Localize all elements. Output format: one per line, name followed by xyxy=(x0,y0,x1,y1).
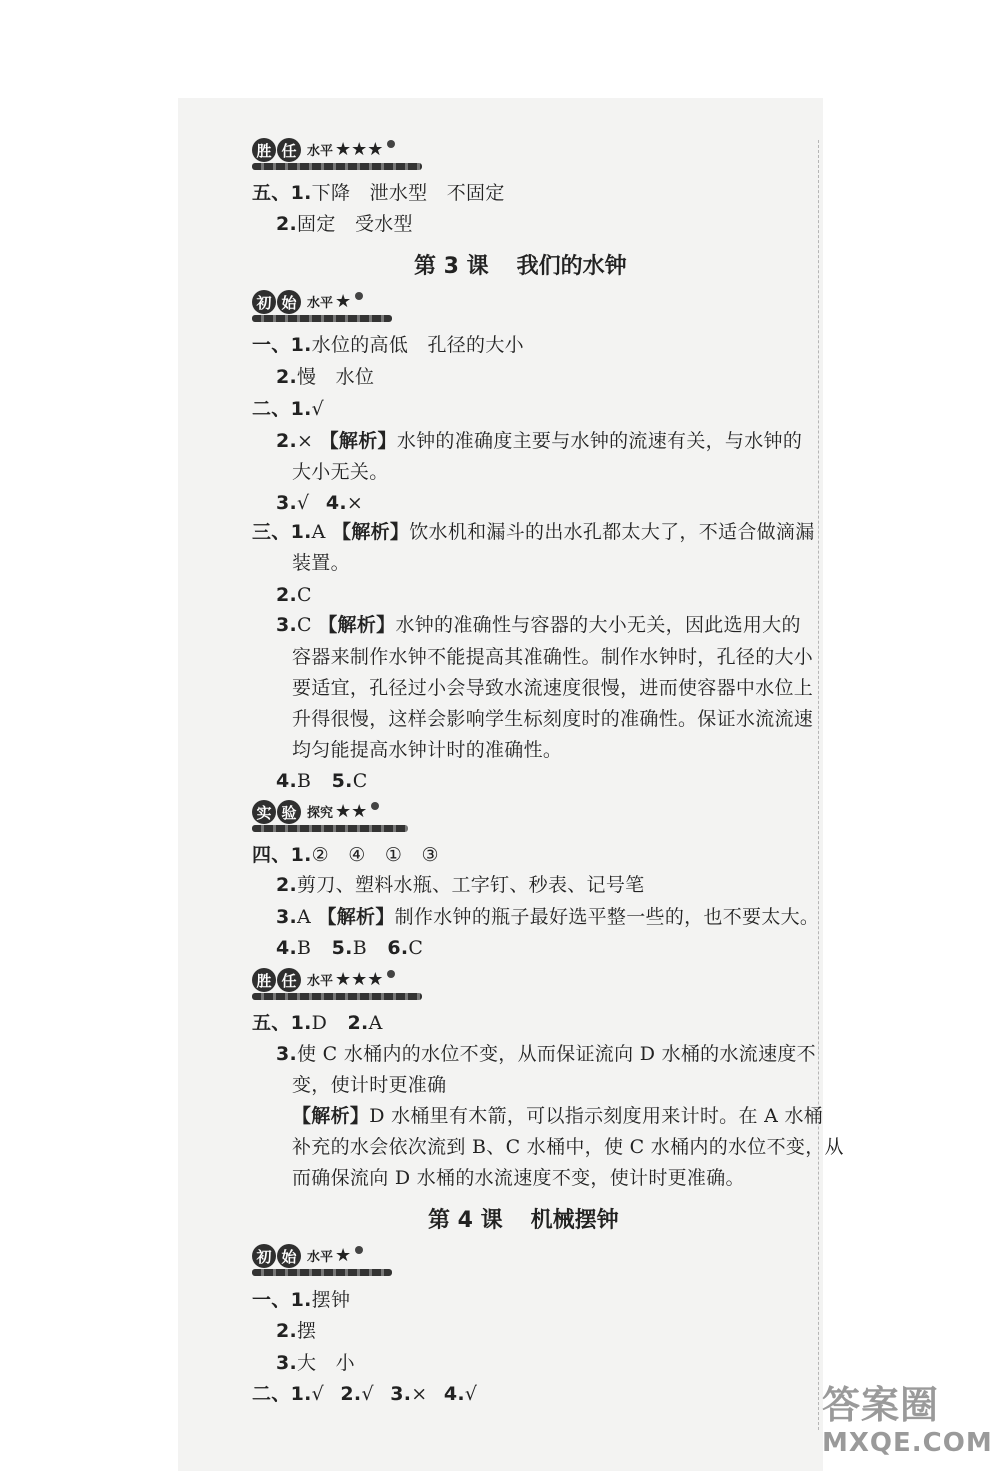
answer-text: × xyxy=(411,1383,428,1405)
answer-text: 使 C 水桶内的水位不变，从而保证流向 D 水桶的水流速度不 xyxy=(297,1043,816,1065)
question-number: 四、1. xyxy=(252,844,312,866)
answer-text: B xyxy=(297,937,312,959)
lesson-number: 第 3 课 xyxy=(414,254,489,279)
question-number: 二、1. xyxy=(252,398,312,420)
question-number: 5. xyxy=(331,770,353,792)
question-number: 4. xyxy=(325,492,347,514)
answer-text: 摆钟 xyxy=(311,1289,351,1311)
banner-level-label: 水平 xyxy=(307,295,334,311)
analysis-text: 均匀能提高水钟计时的准确性。 xyxy=(292,739,563,761)
answer-text: 变，使计时更准确 xyxy=(292,1074,447,1096)
analysis-text: 而确保流向 D 水桶的水流速度不变，使计时更准确。 xyxy=(292,1167,745,1189)
answer-line xyxy=(252,1381,477,1407)
banner-badge-char: 胜 xyxy=(252,138,276,162)
answer-text: ② ④ ① ③ xyxy=(311,844,439,866)
answer-text: × xyxy=(297,430,314,452)
answer-line xyxy=(276,211,413,237)
banner-badge-char: 任 xyxy=(277,138,301,162)
answer-line xyxy=(292,675,813,701)
analysis-text: 补充的水会依次流到 B、C 水桶中，使 C 水桶内的水位不变，从 xyxy=(292,1136,844,1158)
lesson-heading xyxy=(414,252,627,282)
answer-text: C xyxy=(408,937,424,959)
question-number: 2. xyxy=(340,1383,362,1405)
margin-dashed-rule xyxy=(818,140,819,1430)
banner-dot-decoration xyxy=(355,292,363,300)
question-number: 一、1. xyxy=(252,1289,312,1311)
banner-level-label: 水平 xyxy=(307,143,334,159)
analysis-text: 升得很慢，这样会影响学生标刻度时的准确性。保证水流流速 xyxy=(292,708,814,730)
level-banner-experiment xyxy=(252,800,379,832)
banner-dot-decoration xyxy=(387,970,395,978)
answer-text: × xyxy=(346,492,364,514)
answer-text: √ xyxy=(297,492,310,514)
watermark-url: MXQE.COM xyxy=(822,1428,993,1458)
answer-line xyxy=(252,519,815,545)
answer-text: B xyxy=(352,937,367,959)
banner-wave-decoration xyxy=(252,993,422,1000)
answer-text: 摆 xyxy=(297,1320,317,1342)
question-number: 二、1. xyxy=(252,1383,312,1405)
answer-line xyxy=(276,490,363,516)
banner-level-label: 水平 xyxy=(307,973,334,989)
answer-text: D xyxy=(311,1012,328,1034)
banner-dot-decoration xyxy=(387,140,395,148)
question-number: 3. xyxy=(276,906,298,928)
banner-stars: ★★★ xyxy=(335,968,384,990)
answer-line xyxy=(276,428,802,454)
banner-dot-decoration xyxy=(355,1246,363,1254)
banner-wave-decoration xyxy=(252,315,392,322)
answer-line xyxy=(292,1134,844,1160)
answer-line xyxy=(292,550,350,576)
banner-badge-char: 初 xyxy=(252,290,276,314)
analysis-tag: 【解析】 xyxy=(318,614,396,636)
question-number: 2. xyxy=(347,1012,369,1034)
watermark xyxy=(822,1382,994,1458)
banner-level-label: 探究 xyxy=(307,805,334,821)
question-number: 3. xyxy=(276,1043,298,1065)
answer-text: 水位的高低 孔径的大小 xyxy=(311,334,524,356)
answer-text: 慢 水位 xyxy=(297,366,375,388)
banner-dot-decoration xyxy=(371,802,379,810)
answer-text: 剪刀、塑料水瓶、工字钉、秒表、记号笔 xyxy=(297,874,645,896)
watermark-logo-text: 答案圈 xyxy=(822,1383,940,1427)
banner-stars: ★★★ xyxy=(335,138,384,160)
level-banner-competent xyxy=(252,138,395,170)
answer-text: √ xyxy=(311,398,325,420)
analysis-text: 饮水机和漏斗的出水孔都太大了，不适合做滴漏 xyxy=(409,521,815,543)
banner-badge-char: 初 xyxy=(252,1244,276,1268)
level-banner-initial xyxy=(252,290,363,322)
analysis-text: D 水桶里有木箭，可以指示刻度用来计时。在 A 水桶 xyxy=(369,1105,824,1127)
lesson-title: 我们的水钟 xyxy=(516,254,627,279)
answer-line xyxy=(276,904,819,930)
lesson-heading xyxy=(428,1206,619,1236)
banner-badge-char: 胜 xyxy=(252,968,276,992)
banner-badge-char: 实 xyxy=(252,800,276,824)
question-number: 3. xyxy=(276,1352,298,1374)
answer-text: C xyxy=(297,614,312,636)
banner-wave-decoration xyxy=(252,1269,392,1276)
question-number: 三、1. xyxy=(252,521,312,543)
answer-line xyxy=(292,706,813,732)
banner-stars: ★★ xyxy=(335,800,368,822)
analysis-tag: 【解析】 xyxy=(319,430,397,452)
question-number: 6. xyxy=(387,937,409,959)
question-number: 3. xyxy=(276,614,298,636)
answer-line xyxy=(292,644,813,670)
answer-text: 下降 泄水型 不固定 xyxy=(311,182,505,204)
banner-badge-char: 验 xyxy=(277,800,301,824)
answer-text: A xyxy=(311,521,326,543)
analysis-text: 水钟的准确性与容器的大小无关，因此选用大的 xyxy=(395,614,801,636)
answer-line xyxy=(276,612,801,638)
question-number: 2. xyxy=(276,584,298,606)
banner-badge-char: 始 xyxy=(277,290,301,314)
question-number: 一、1. xyxy=(252,334,312,356)
analysis-text: 容器来制作水钟不能提高其准确性。制作水钟时，孔径的大小 xyxy=(292,646,814,668)
question-number: 2. xyxy=(276,213,298,235)
answer-line xyxy=(276,582,312,608)
banner-badge-char: 始 xyxy=(277,1244,301,1268)
answer-text: C xyxy=(352,770,368,792)
lesson-title: 机械摆钟 xyxy=(530,1208,619,1233)
answer-line xyxy=(252,842,439,868)
answer-line xyxy=(292,1103,823,1129)
analysis-text: 大小无关。 xyxy=(292,461,389,483)
banner-wave-decoration xyxy=(252,163,422,170)
answer-line xyxy=(292,459,389,485)
answer-line xyxy=(276,364,374,390)
answer-text: √ xyxy=(361,1383,374,1405)
answer-text: 大 小 xyxy=(297,1352,355,1374)
banner-stars: ★ xyxy=(335,290,352,312)
analysis-text: 水钟的准确度主要与水钟的流速有关，与水钟的 xyxy=(396,430,803,452)
question-number: 4. xyxy=(443,1383,465,1405)
answer-line xyxy=(292,1072,446,1098)
answer-line xyxy=(276,872,644,898)
answer-text: A xyxy=(297,906,312,928)
banner-level-label: 水平 xyxy=(307,1249,334,1265)
question-number: 4. xyxy=(276,770,298,792)
answer-line xyxy=(292,737,562,763)
answer-line xyxy=(292,1165,745,1191)
analysis-tag: 【解析】 xyxy=(332,521,410,543)
answer-line xyxy=(276,768,368,794)
answer-line xyxy=(252,396,324,422)
question-number: 2. xyxy=(276,430,298,452)
question-number: 五、1. xyxy=(252,1012,312,1034)
question-number: 3. xyxy=(390,1383,412,1405)
lesson-number: 第 4 课 xyxy=(428,1208,503,1233)
analysis-tag: 【解析】 xyxy=(317,906,395,928)
answer-line xyxy=(252,332,524,358)
answer-line xyxy=(276,1041,816,1067)
analysis-text: 要适宜，孔径过小会导致水流速度很慢，进而使容器中水位上 xyxy=(292,677,814,699)
answer-text: √ xyxy=(311,1383,325,1405)
answer-text: √ xyxy=(464,1383,478,1405)
question-number: 2. xyxy=(276,874,298,896)
banner-badge-char: 任 xyxy=(277,968,301,992)
question-number: 4. xyxy=(276,937,298,959)
question-number: 五、1. xyxy=(252,182,312,204)
answer-line xyxy=(252,180,505,206)
question-number: 5. xyxy=(331,937,353,959)
question-number: 2. xyxy=(276,1320,298,1342)
answer-text: C xyxy=(297,584,312,606)
analysis-tag: 【解析】 xyxy=(292,1105,370,1127)
answer-line xyxy=(276,935,423,961)
level-banner-competent xyxy=(252,968,395,1000)
analysis-text: 制作水钟的瓶子最好选平整一些的，也不要太大。 xyxy=(394,906,820,928)
banner-stars: ★ xyxy=(335,1244,352,1266)
answer-line xyxy=(276,1318,316,1344)
answer-line xyxy=(252,1010,383,1036)
level-banner-initial xyxy=(252,1244,363,1276)
analysis-text: 装置。 xyxy=(292,552,350,574)
banner-wave-decoration xyxy=(252,825,408,832)
question-number: 3. xyxy=(276,492,298,514)
question-number: 2. xyxy=(276,366,298,388)
answer-line xyxy=(252,1287,350,1313)
answer-text: A xyxy=(368,1012,383,1034)
answer-text: 固定 受水型 xyxy=(297,213,413,235)
answer-line xyxy=(276,1350,355,1376)
answer-text: B xyxy=(297,770,312,792)
